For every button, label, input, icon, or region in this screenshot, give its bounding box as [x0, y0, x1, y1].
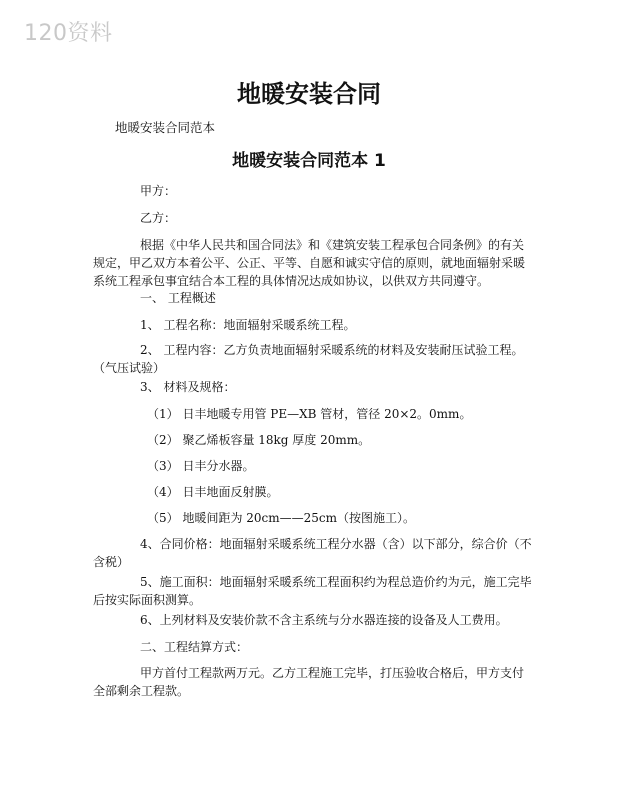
party-b-label: 乙方： — [140, 211, 177, 225]
section-1-heading: 一、 工程概述 — [140, 291, 216, 305]
item-5: 5、施工面积：地面辐射采暖系统工程面积约为程总造价约为元，施工完毕后按实际面积测算。 — [93, 575, 532, 607]
material-1: （1） 日丰地暖专用管 PE—XB 管材，管径 20×2。0mm。 — [147, 407, 472, 421]
contract-heading: 地暖安装合同范本 1 — [232, 151, 386, 171]
material-2: （2） 聚乙烯板容量 18kg 厚度 20mm。 — [147, 433, 371, 447]
item-4: 4、合同价格：地面辐射采暖系统工程分水器（含）以下部分，综合价（不含税） — [93, 537, 532, 569]
watermark: 120资料 — [24, 21, 113, 46]
material-4: （4） 日丰地面反射膜。 — [147, 485, 279, 499]
material-5: （5） 地暖间距为 20cm——25cm（按图施工）。 — [147, 511, 416, 525]
section-2-heading: 二、工程结算方式： — [140, 640, 249, 654]
item-6: 6、上列材料及安装价款不含主系统与分水器连接的设备及人工费用。 — [140, 613, 508, 627]
settlement-paragraph: 甲方首付工程款两万元。乙方工程施工完毕，打压验收合格后，甲方支付全部剩余工程款。 — [93, 666, 525, 698]
document-subtitle: 地暖安装合同范本 — [115, 120, 216, 135]
item-1: 1、 工程名称：地面辐射采暖系统工程。 — [140, 318, 356, 332]
document-title: 地暖安装合同 — [237, 80, 381, 108]
material-3: （3） 日丰分水器。 — [147, 459, 255, 473]
preamble-paragraph: 根据《中华人民共和国合同法》和《建筑安装工程承包合同条例》的有关规定，甲乙双方本着公平、公正、平等、自愿和诚实守信的原则，就地面辐射采暖系统工程承包事宜结合本工程的具体情况达成如协议，以供双方共同遵守。 — [93, 238, 526, 288]
party-a-label: 甲方： — [140, 184, 177, 198]
item-2: 2、 工程内容：乙方负责地面辐射采暖系统的材料及安装耐压试验工程。（气压试验） — [93, 343, 524, 375]
item-3: 3、 材料及规格： — [140, 380, 236, 394]
